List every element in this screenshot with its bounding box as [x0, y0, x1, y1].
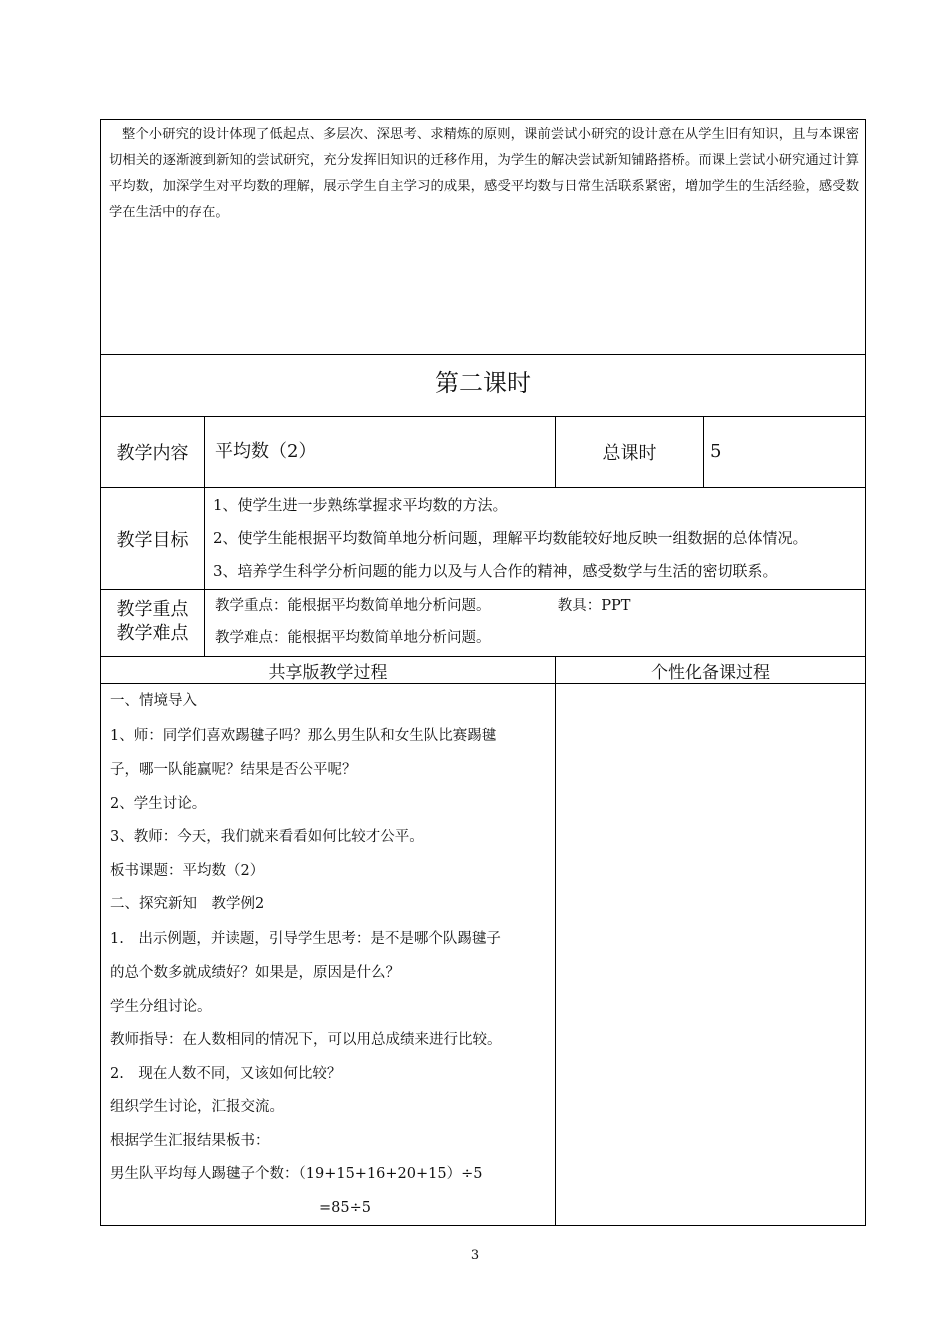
process-line: 3、教师：今天，我们就来看看如何比较才公平。: [110, 829, 424, 845]
process-line: 根据学生汇报结果板书：: [110, 1132, 270, 1149]
hours-value: 5: [703, 417, 865, 487]
difficulty-text: 教学难点：能根据平均数简单地分析问题。: [215, 630, 491, 646]
shared-process-header: 共享版教学过程: [268, 662, 388, 683]
difficulty-label: 教学难点: [116, 623, 189, 644]
process-line: =85÷5: [319, 1199, 371, 1216]
key-point-line: [205, 590, 865, 622]
content-value: 平均数（2）: [204, 417, 555, 487]
process-line: 一、情境导入: [110, 693, 197, 709]
focus-row: [101, 590, 865, 657]
teaching-tools: 教具：PPT: [557, 598, 631, 614]
personal-process-content: [555, 684, 865, 1225]
intro-paragraph: 整个小研究的设计体现了低起点、多层次、深思考、求精炼的原则，课前尝试小研究的设计意在从学生旧有知识，且与本课密切相关的逐渐渡到新知的尝试研究，充分发挥旧知识的迁移作用，为学生的解决尝试新知铺路搭桥。而课上尝试小研究通过计算平均数，加深学生对平均数的理解，展示学生自主学习的成果，感受平均数与日常生活联系紧密，增加学生的生活经验，感受数学在生活中的存在。: [109, 127, 859, 220]
focus-labels: [101, 590, 204, 656]
process-line: 2、学生讨论。: [110, 795, 207, 812]
process-line: 1、师：同学们喜欢踢毽子吗？那么男生队和女生队比赛踢毽: [110, 727, 497, 744]
lesson-plan-table: [100, 119, 866, 1226]
process-line: 子，哪一队能赢呢？结果是否公平呢？: [110, 762, 357, 778]
process-body: [101, 684, 865, 1225]
goal-item: 1、使学生进一步熟练掌握求平均数的方法。: [213, 496, 508, 514]
key-point-text: 教学重点：能根据平均数简单地分析问题。: [215, 598, 491, 614]
lesson-title: 第二课时: [101, 355, 865, 417]
process-line: 男生队平均每人踢毽子个数：（19+15+16+20+15）÷5: [110, 1166, 483, 1182]
process-line: 2. 现在人数不同，又该如何比较？: [110, 1065, 342, 1082]
goal-item: 2、使学生能根据平均数简单地分析问题，理解平均数能较好地反映一组数据的总体情况。: [213, 529, 808, 547]
goals-label: 教学目标: [116, 529, 189, 551]
personal-process-header: 个性化备课过程: [555, 657, 865, 683]
goals-list: [204, 488, 865, 589]
process-line: 教师指导：在人数相同的情况下，可以用总成绩来进行比较。: [110, 1032, 502, 1048]
goals-row: [101, 488, 865, 590]
shared-process-content: [101, 684, 555, 1225]
intro-section: [101, 120, 865, 355]
process-line: 学生分组讨论。: [110, 998, 212, 1015]
focus-content: [204, 590, 865, 656]
goal-item: 3、培养学生科学分析问题的能力以及与人合作的精神，感受数学与生活的密切联系。: [213, 562, 778, 580]
content-label: 教学内容: [116, 443, 189, 464]
info-row: [101, 417, 865, 488]
page-number: 3: [470, 1248, 480, 1263]
process-headers: [101, 657, 865, 684]
key-point-label: 教学重点: [116, 599, 189, 620]
process-line: 板书课题：平均数（2）: [110, 862, 265, 879]
process-line: 1. 出示例题，并读题，引导学生思考：是不是哪个队踢毽子: [110, 930, 501, 947]
hours-label: 总课时: [555, 417, 703, 487]
process-line: 的总个数多就成绩好？如果是，原因是什么？: [110, 965, 400, 981]
process-line: 组织学生讨论，汇报交流。: [110, 1099, 284, 1115]
process-line: 二、探究新知 教学例2: [110, 896, 265, 912]
